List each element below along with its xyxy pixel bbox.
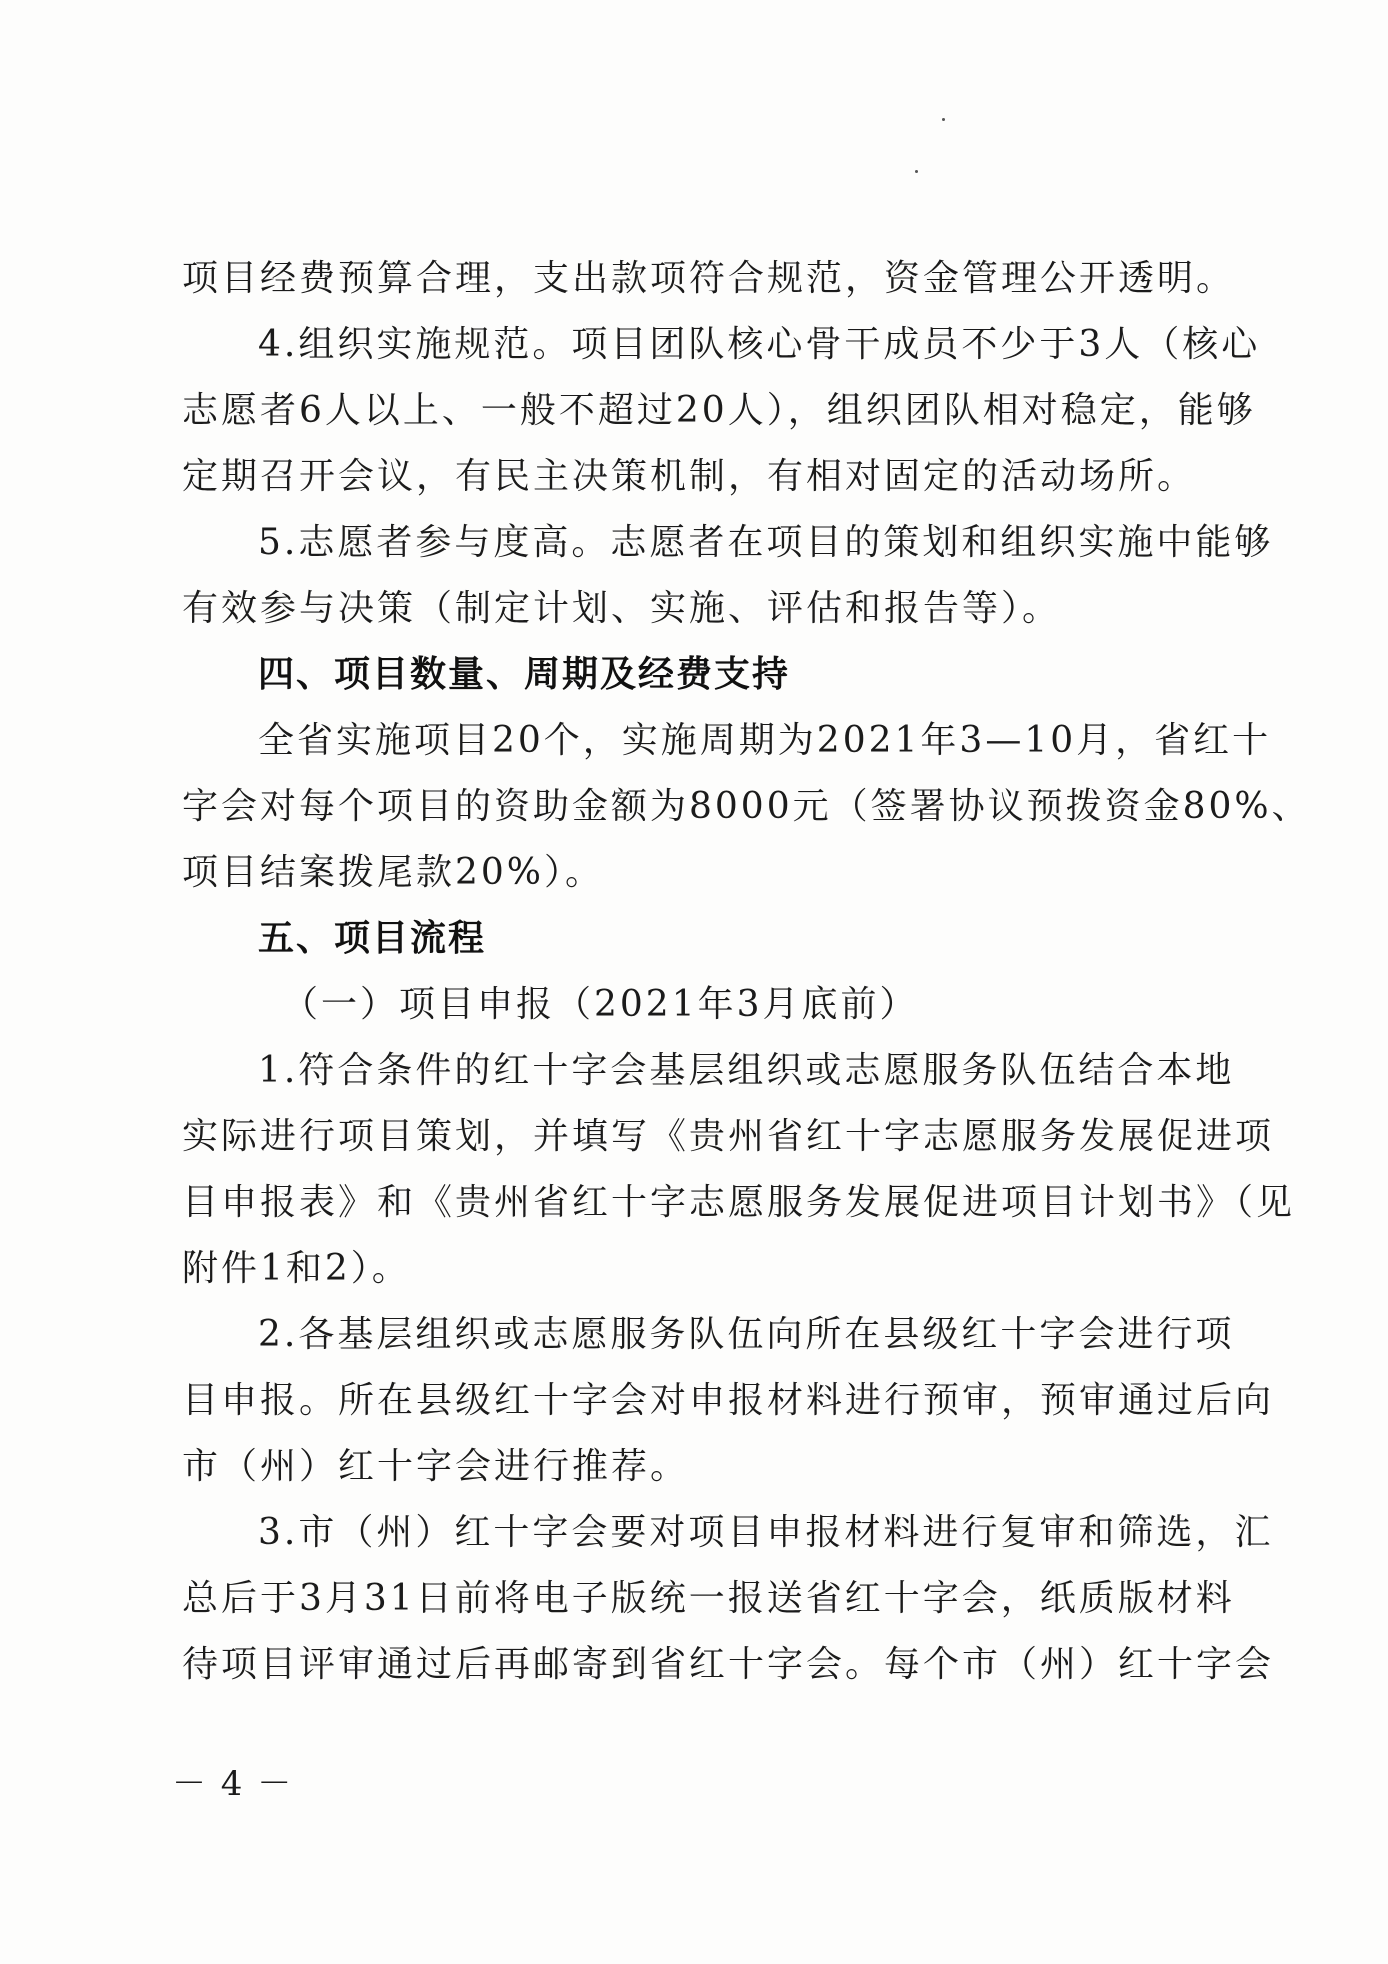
paragraph-line: 志愿者6人以上、一般不超过20人），组织团队相对稳定，能够	[182, 390, 1256, 431]
paragraph-line: 全省实施项目20个，实施周期为2021年3—10月，省红十	[258, 720, 1272, 761]
paragraph-line: 项目结案拨尾款20%）。	[182, 852, 605, 893]
paragraph-line: 字会对每个项目的资助金额为8000元（签署协议预拨资金80%、	[182, 786, 1311, 827]
paragraph-line: 附件1和2）。	[182, 1248, 411, 1289]
paragraph-line: 4.组织实施规范。项目团队核心骨干成员不少于3人（核心	[258, 324, 1261, 365]
paragraph-line: 定期召开会议，有民主决策机制，有相对固定的活动场所。	[182, 456, 1197, 497]
section-heading: 四、项目数量、周期及经费支持	[258, 654, 791, 695]
paragraph-line: 3.市（州）红十字会要对项目申报材料进行复审和筛选，汇	[258, 1512, 1274, 1553]
paragraph-line: 项目经费预算合理，支出款项符合规范，资金管理公开透明。	[182, 258, 1236, 299]
paragraph-line: 目申报。所在县级红十字会对申报材料进行预审，预审通过后向	[182, 1380, 1275, 1421]
subsection-heading: （一）项目申报（2021年3月底前）	[282, 984, 919, 1025]
paragraph-line: 2.各基层组织或志愿服务队伍向所在县级红十字会进行项	[258, 1314, 1235, 1355]
paragraph-line: 有效参与决策（制定计划、实施、评估和报告等）。	[182, 588, 1062, 629]
paragraph-line: 目申报表》和《贵州省红十字志愿服务发展促进项目计划书》（见	[182, 1182, 1296, 1223]
section-heading: 五、项目流程	[258, 918, 487, 959]
paragraph-line: 5.志愿者参与度高。志愿者在项目的策划和组织实施中能够	[258, 522, 1274, 563]
scan-speck	[915, 170, 918, 173]
paragraph-line: 1.符合条件的红十字会基层组织或志愿服务队伍结合本地	[258, 1050, 1235, 1091]
paragraph-line: 总后于3月31日前将电子版统一报送省红十字会，纸质版材料	[182, 1578, 1235, 1619]
paragraph-line: 待项目评审通过后再邮寄到省红十字会。每个市（州）红十字会	[182, 1644, 1275, 1685]
paragraph-line: 实际进行项目策划，并填写《贵州省红十字志愿服务发展促进项	[182, 1116, 1275, 1157]
paragraph-line: 市（州）红十字会进行推荐。	[182, 1446, 690, 1487]
body-text	[182, 246, 1311, 1698]
page-number: － 4 －	[172, 1764, 294, 1804]
scan-speck	[942, 118, 945, 121]
